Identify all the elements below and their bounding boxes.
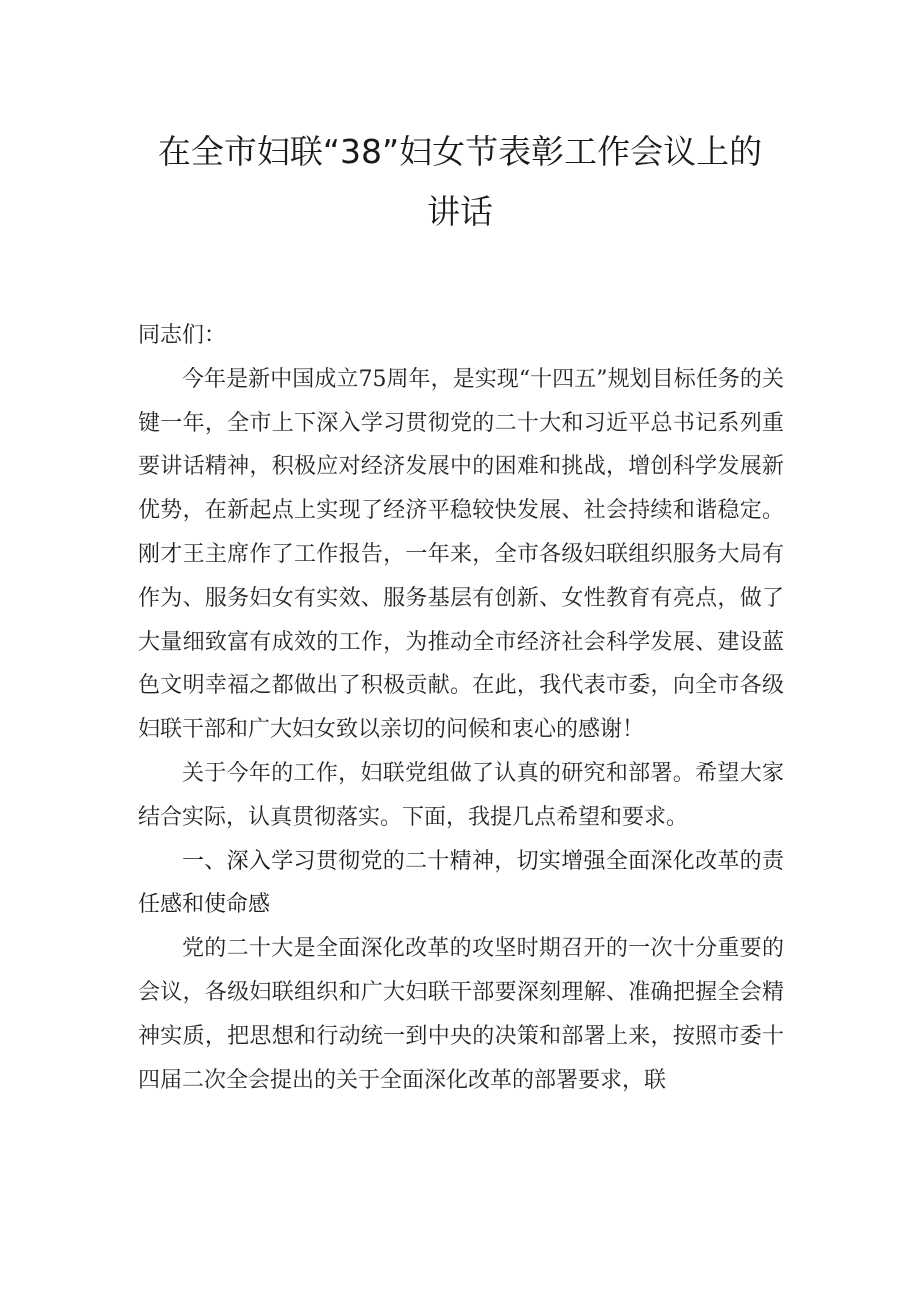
section-paragraph: 党的二十大是全面深化改革的攻坚时期召开的一次十分重要的会议，各级妇联组织和广大妇联干部要深刻理解、准确把握全会精神实质，把思想和行动统一到中央的决策和部署上来，按照市委十四届二次全会提出的关于全面深化改革的部署要求，联 xyxy=(138,936,784,1093)
section-heading: 一、深入学习贯彻党的二十精神，切实增强全面深化改革的责任感和使命感 xyxy=(138,848,784,918)
document-body xyxy=(138,314,784,1102)
document-title-line2: 讲话 xyxy=(427,192,493,231)
paragraph-2: 关于今年的工作，妇联党组做了认真的研究和部署。希望大家结合实际，认真贯彻落实。下面，我提几点希望和要求。 xyxy=(138,760,784,830)
paragraph-1: 今年是新中国成立75周年，是实现“十四五”规划目标任务的关键一年，全市上下深入学习贯彻党的二十大和习近平总书记系列重要讲话精神，积极应对经济发展中的困难和挑战，增创科学发展新优势，在新起点上实现了经济平稳较快发展、社会持续和谐稳定。刚才王主席作了工作报告，一年来，全市各级妇联组织服务大局有作为、服务妇女有实效、服务基层有创新、女性教育有亮点，做了大量细致富有成效的工作，为推动全市经济社会科学发展、建设蓝色文明幸福之都做出了积极贡献。在此，我代表市委，向全市各级妇联干部和广大妇女致以亲切的问候和衷心的感谢！ xyxy=(138,366,784,743)
salutation: 同志们： xyxy=(138,323,227,348)
document-title-line1: 在全市妇联“38”妇女节表彰工作会议上的 xyxy=(157,132,763,171)
